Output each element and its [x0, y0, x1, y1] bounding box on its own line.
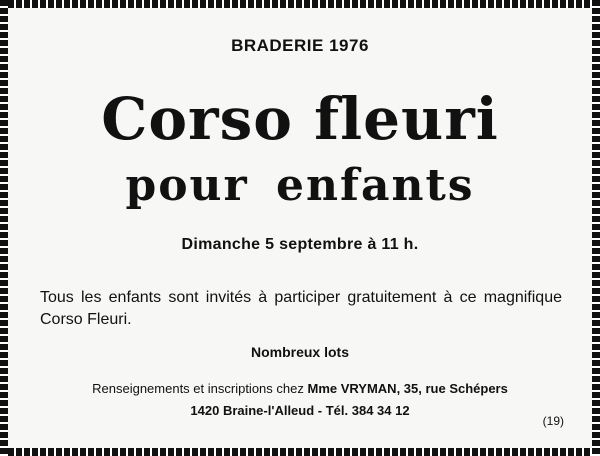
contact-block: [0, 378, 600, 422]
reference-number: (19): [542, 414, 564, 428]
event-heading: BRADERIE 1976: [231, 36, 369, 55]
contact-prefix: Renseignements et inscriptions chez: [92, 381, 304, 396]
invitation-text: Tous les enfants sont invités à participer gratuitement à ce magnifique Corso Fleuri.: [40, 289, 562, 328]
border-top: [0, 0, 600, 8]
notice-subtitle: pour enfants: [125, 160, 475, 211]
contact-line: [0, 378, 600, 400]
event-date: Dimanche 5 septembre à 11 h.: [181, 236, 419, 253]
notice-title: Corso fleuri: [101, 85, 499, 153]
prizes-line: Nombreux lots: [250, 344, 349, 360]
contact-address: 1420 Braine-l'Alleud - Tél. 384 34 12: [190, 403, 410, 418]
contact-name: Mme VRYMAN, 35, rue Schépers: [307, 381, 508, 396]
border-bottom: [0, 448, 600, 456]
